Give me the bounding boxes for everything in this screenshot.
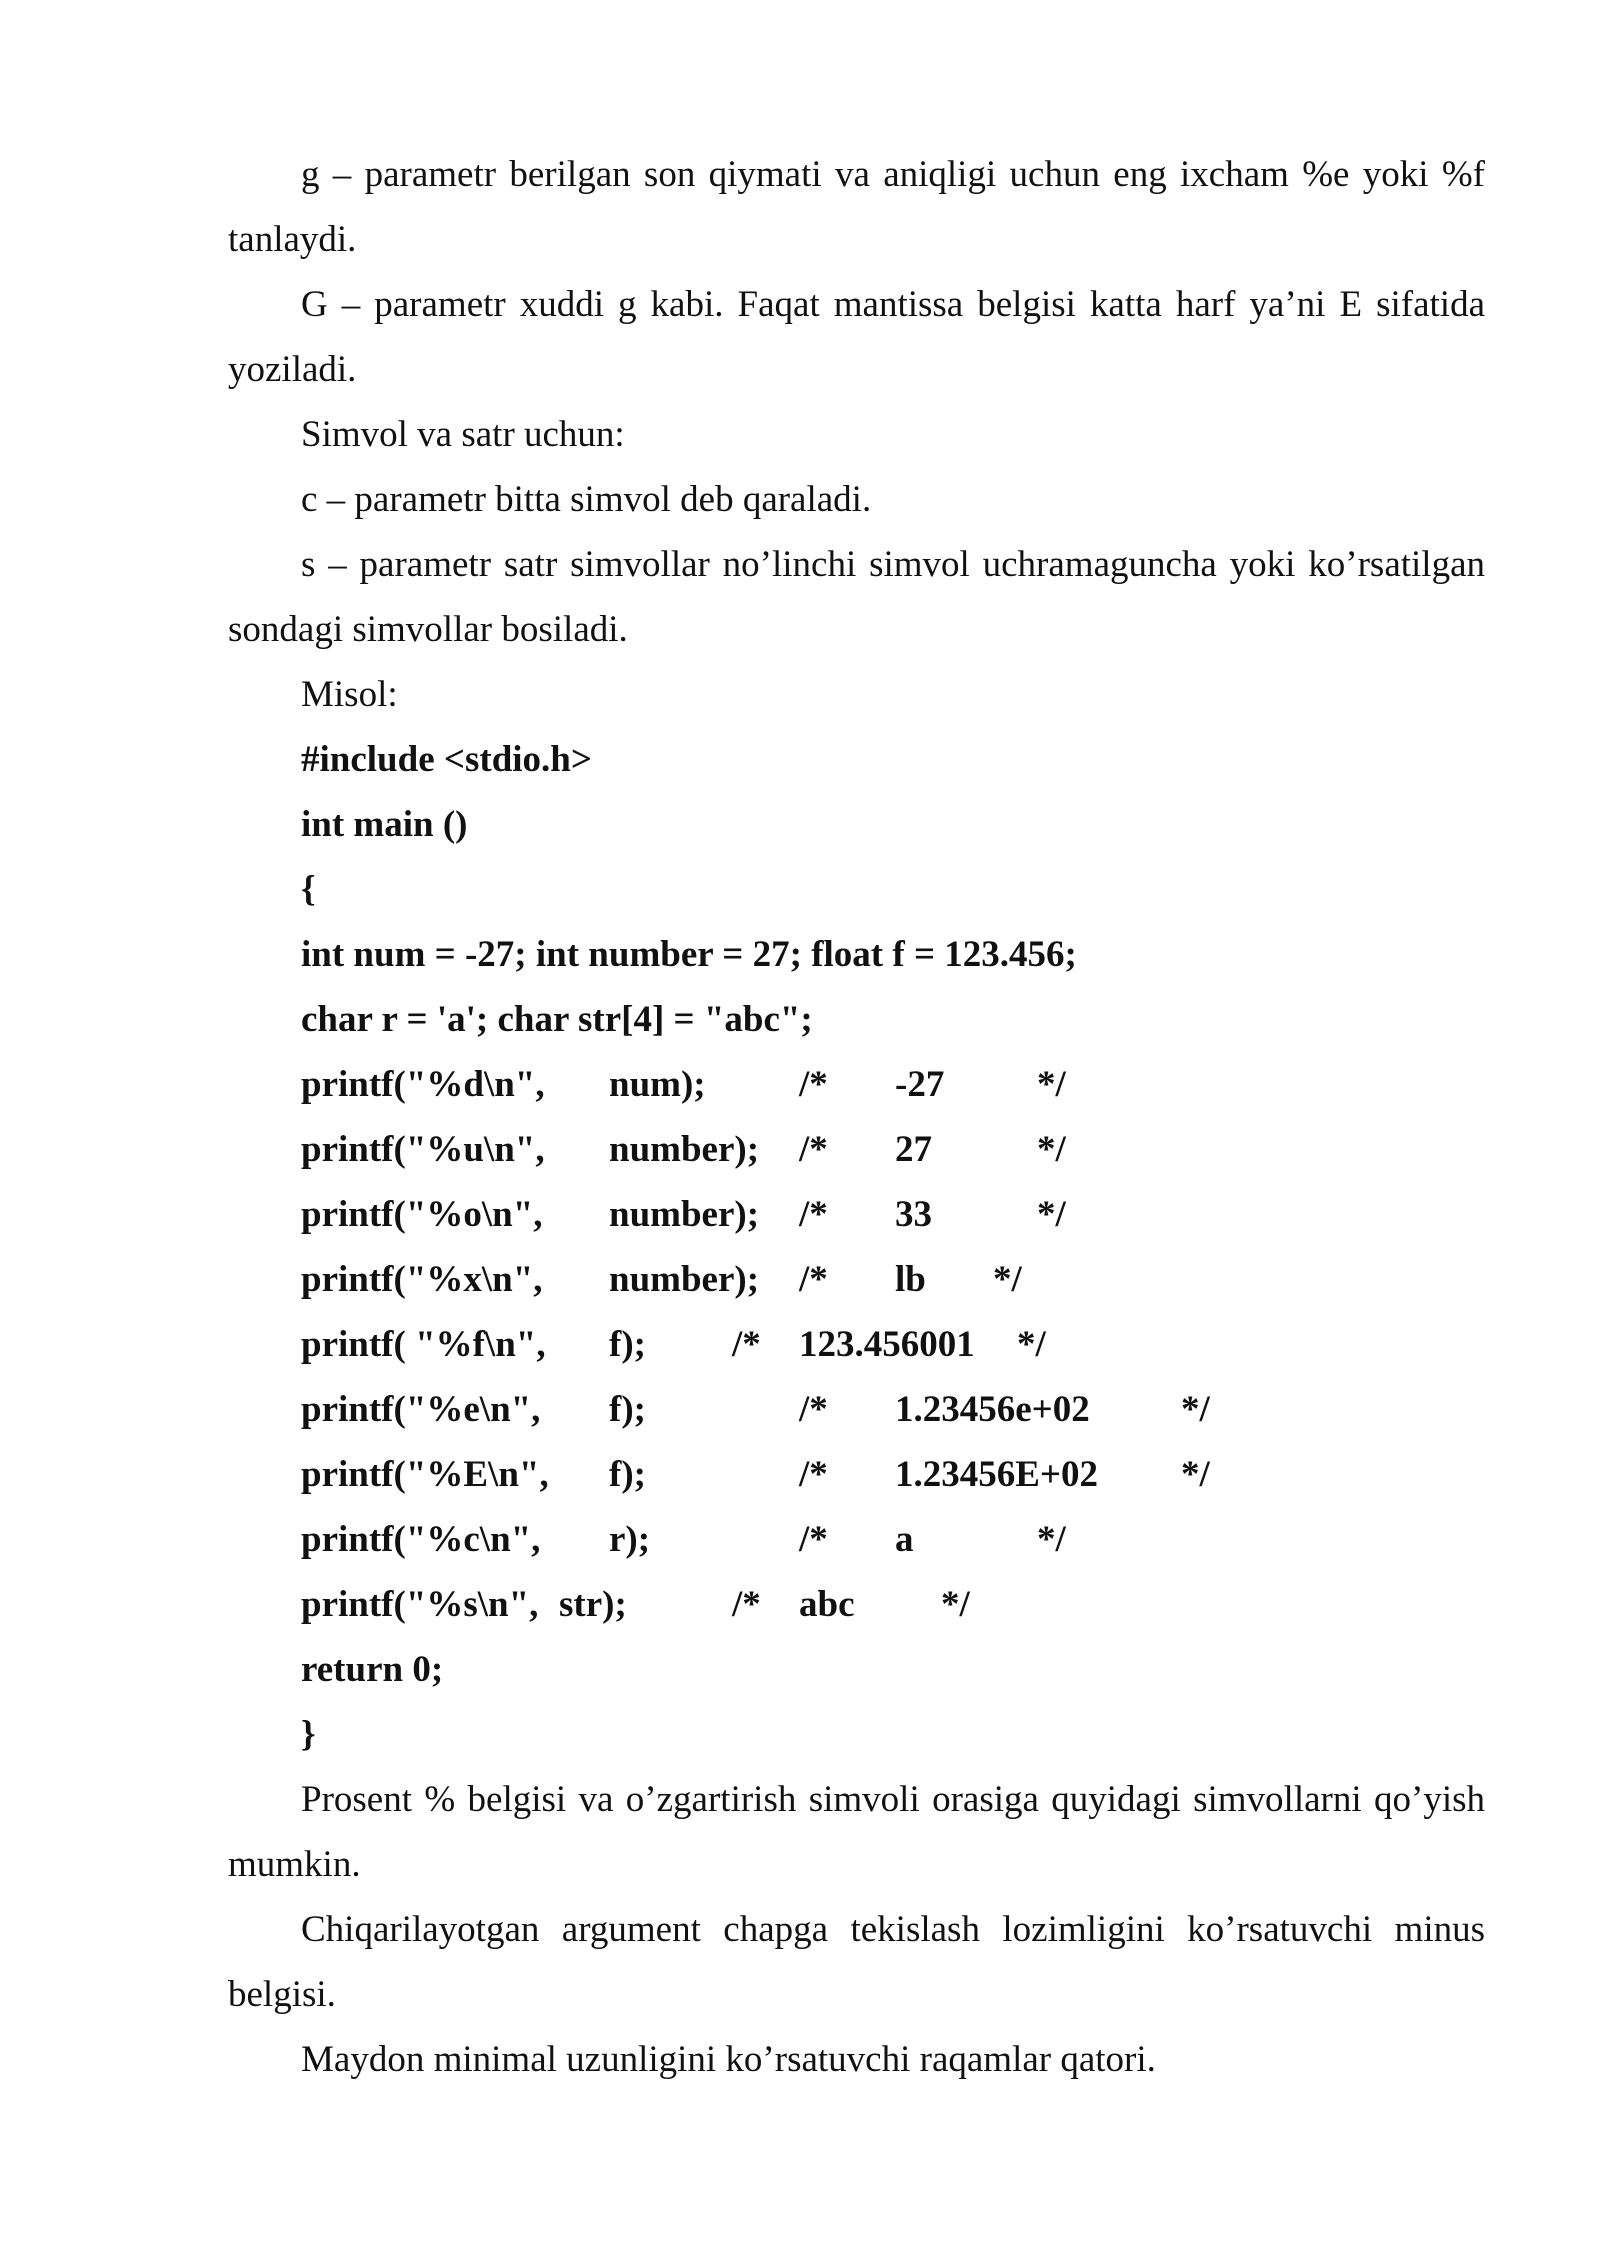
printf-call: printf("%s\n", [301,1584,539,1625]
comment-close: */ [1037,1194,1066,1235]
printf-call: printf("%x\n", [301,1259,543,1300]
comment-open: /* [799,1064,828,1105]
comment-open: /* [732,1324,761,1365]
G-param-line-2: yoziladi. [228,349,357,390]
comment-close: */ [1037,1064,1066,1105]
code-decl-1: int num = -27; int number = 27; float f = 123.456; [301,934,1077,975]
code-main: int main () [301,804,468,845]
comment-close: */ [1017,1324,1046,1365]
g-param-line-1: g – parametr berilgan son qiymati va aniqligi uchun eng ixcham %e yoki %f [301,154,1485,195]
code-printf-row [228,1117,1485,1182]
percent-line-1: Prosent % belgisi va o’zgartirish simvoli orasiga quyidagi simvollarni qo’yish [301,1779,1485,1820]
comment-close: */ [1037,1519,1066,1560]
code-printf-row [228,1052,1485,1117]
printf-arg: r); [609,1519,651,1560]
comment-value: 33 [895,1194,932,1235]
printf-call: printf("%d\n", [301,1064,545,1105]
G-param-line-1: G – parametr xuddi g kabi. Faqat mantissa belgisi katta harf ya’ni E sifatida [301,284,1485,325]
comment-close: */ [1181,1454,1210,1495]
comment-value: abc [799,1584,855,1625]
code-printf-row [228,1442,1485,1507]
comment-open: /* [799,1129,828,1170]
minus-line-2: belgisi. [228,1974,336,2015]
printf-arg: f); [609,1454,646,1495]
comment-open: /* [732,1584,761,1625]
code-open-brace: { [301,869,316,910]
comment-open: /* [799,1454,828,1495]
comment-open: /* [799,1194,828,1235]
printf-call: printf("%o\n", [301,1194,543,1235]
percent-line-2: mumkin. [228,1844,361,1885]
comment-close: */ [941,1584,970,1625]
comment-value: a [895,1519,914,1560]
code-printf-row [228,1247,1485,1312]
example-label: Misol: [301,674,398,715]
code-printf-row [228,1377,1485,1442]
printf-arg: number); [609,1194,760,1235]
printf-call: printf("%e\n", [301,1389,541,1430]
printf-call: printf( "%f\n", [301,1324,546,1365]
comment-value: -27 [895,1064,945,1105]
printf-call: printf("%E\n", [301,1454,549,1495]
comment-open: /* [799,1519,828,1560]
code-printf-row [228,1182,1485,1247]
printf-arg: number); [609,1129,760,1170]
s-param-line-1: s – parametr satr simvollar no’linchi simvol uchramaguncha yoki ko’rsatilgan [301,544,1485,585]
comment-value: 1.23456e+02 [895,1389,1090,1430]
printf-arg: num); [609,1064,706,1105]
minus-line-1: Chiqarilayotgan argument chapga tekislash lozimligini ko’rsatuvchi minus [301,1909,1485,1950]
printf-call: printf("%c\n", [301,1519,541,1560]
c-param: c – parametr bitta simvol deb qaraladi. [301,479,872,520]
comment-open: /* [799,1259,828,1300]
code-printf-row [228,1507,1485,1572]
printf-arg: f); [609,1389,646,1430]
digits-line: Maydon minimal uzunligini ko’rsatuvchi raqamlar qatori. [301,2039,1156,2080]
code-decl-2: char r = 'a'; char str[4] = "abc"; [301,999,813,1040]
printf-call: printf("%u\n", [301,1129,545,1170]
printf-arg: number); [609,1259,760,1300]
comment-value: 1.23456E+02 [895,1454,1099,1495]
comment-close: */ [1181,1389,1210,1430]
comment-value: 27 [895,1129,932,1170]
code-return: return 0; [301,1649,444,1690]
comment-close: */ [1037,1129,1066,1170]
comment-value: lb [895,1259,926,1300]
code-close-brace: } [301,1714,316,1755]
comment-open: /* [799,1389,828,1430]
printf-arg: f); [609,1324,646,1365]
s-param-line-2: sondagi simvollar bosiladi. [228,609,628,650]
comment-close: */ [993,1259,1022,1300]
printf-arg: str); [559,1584,627,1625]
code-include: #include <stdio.h> [301,739,592,780]
g-param-line-2: tanlaydi. [228,219,357,260]
comment-value: 123.456001 [799,1324,975,1365]
symbol-heading: Simvol va satr uchun: [301,414,625,455]
page-content [228,142,1485,2092]
code-printf-row [228,1312,1485,1377]
code-printf-row [228,1572,1485,1637]
